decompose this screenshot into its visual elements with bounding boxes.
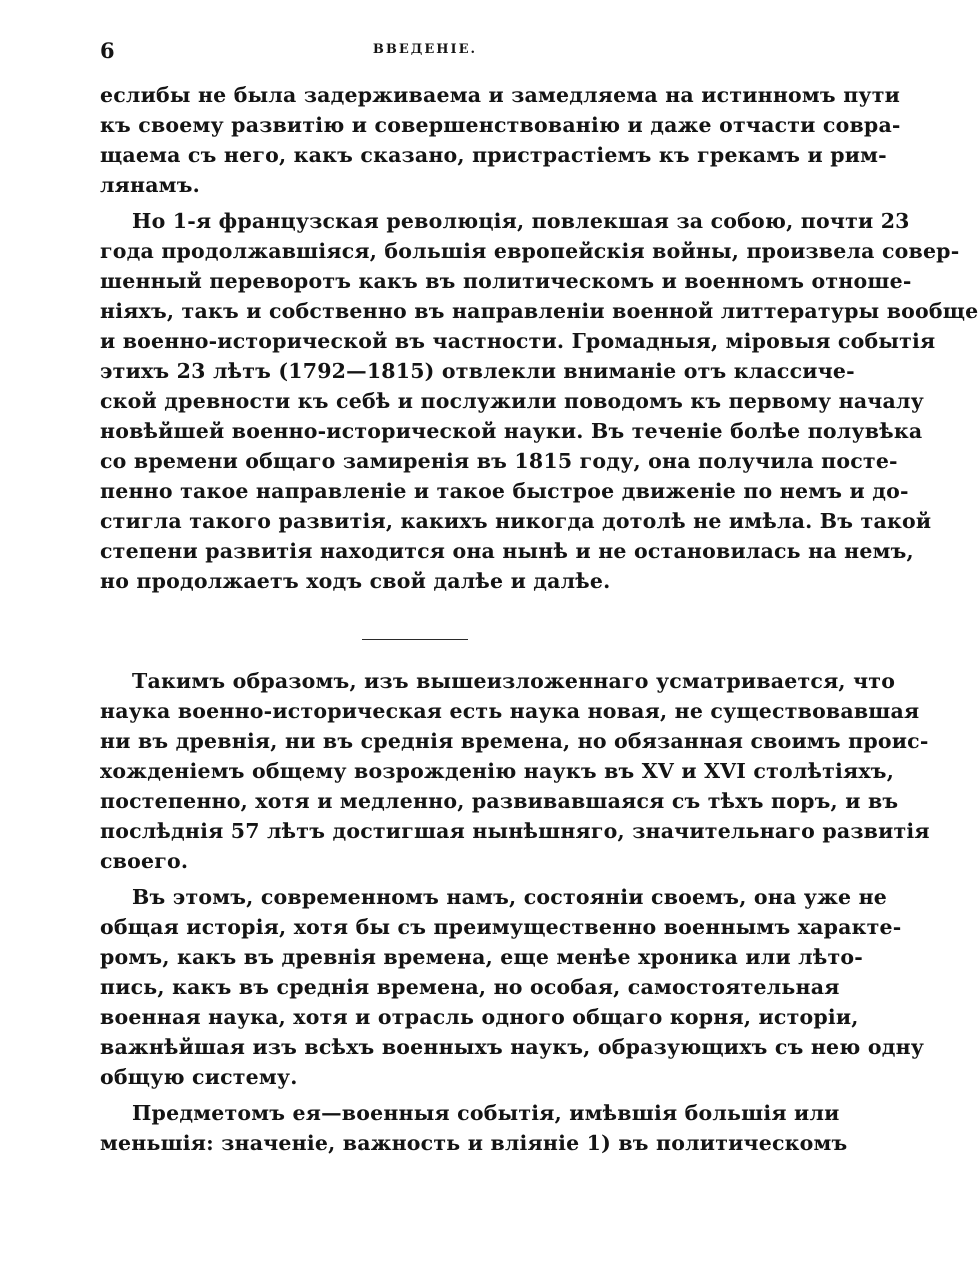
text-line: Въ этомъ, современномъ намъ, состояніи своемъ, она уже не bbox=[132, 885, 888, 909]
text-line: ской древности къ себѣ и послужили поводомъ къ первому началу bbox=[100, 389, 924, 413]
paragraph bbox=[100, 206, 978, 596]
text-line: но продолжаетъ ходъ свой далѣе и далѣе. bbox=[100, 569, 611, 593]
page-header bbox=[100, 38, 750, 62]
text-line: и военно-исторической въ частности. Громадныя, міровыя событія bbox=[100, 329, 936, 353]
text-line: ни въ древнія, ни въ среднія времена, но обязанная своимъ проис- bbox=[100, 729, 929, 753]
text-line: стигла такого развитія, какихъ никогда дотолѣ не имѣла. Въ такой bbox=[100, 509, 932, 533]
paragraph bbox=[100, 666, 930, 876]
text-block-before-divider bbox=[100, 80, 978, 602]
text-line: послѣднія 57 лѣтъ достигшая нынѣшняго, значительнаго развитія bbox=[100, 819, 930, 843]
paragraph bbox=[100, 882, 925, 1092]
text-line: щаема съ него, какъ сказано, пристрастіемъ къ грекамъ и рим- bbox=[100, 143, 887, 167]
text-line: еслибы не была задерживаема и замедляема на истинномъ пути bbox=[100, 83, 901, 107]
text-block-after-divider bbox=[100, 666, 930, 1164]
text-line: этихъ 23 лѣтъ (1792—1815) отвлекли вниманіе отъ классиче- bbox=[100, 359, 855, 383]
text-line: ромъ, какъ въ древнія времена, еще менѣе хроника или лѣто- bbox=[100, 945, 863, 969]
paragraph bbox=[100, 1098, 848, 1158]
paragraph bbox=[100, 80, 901, 200]
page-number: 6 bbox=[100, 38, 116, 63]
text-line: Такимъ образомъ, изъ вышеизложеннаго усматривается, что bbox=[132, 669, 896, 693]
text-line: пенно такое направленіе и такое быстрое движеніе по немъ и до- bbox=[100, 479, 909, 503]
text-line: своего. bbox=[100, 849, 189, 873]
text-line: меньшія: значеніе, важность и вліяніе 1) въ политическомъ bbox=[100, 1131, 848, 1155]
text-line: наука военно-историческая есть наука новая, не существовавшая bbox=[100, 699, 920, 723]
text-line: со времени общаго замиренія въ 1815 году, она получила посте- bbox=[100, 449, 898, 473]
text-line: шенный переворотъ какъ въ политическомъ и военномъ отноше- bbox=[100, 269, 912, 293]
text-line: къ своему развитію и совершенствованію и даже отчасти совра- bbox=[100, 113, 901, 137]
text-line: года продолжавшіяся, большія европейскія войны, произвела совер- bbox=[100, 239, 960, 263]
text-line: пись, какъ въ среднія времена, но особая, самостоятельная bbox=[100, 975, 840, 999]
text-line: военная наука, хотя и отрасль одного общаго корня, исторіи, bbox=[100, 1005, 859, 1029]
text-line: общую систему. bbox=[100, 1065, 298, 1089]
text-line: ніяхъ, такъ и собственно въ направленіи военной литтературы вообще bbox=[100, 299, 978, 323]
text-line: лянамъ. bbox=[100, 173, 200, 197]
text-line: новѣйшей военно-исторической науки. Въ теченіе болѣе полувѣка bbox=[100, 419, 923, 443]
running-head: ВВЕДЕНІЕ. bbox=[372, 42, 478, 57]
text-line: важнѣйшая изъ всѣхъ военныхъ наукъ, образующихъ съ нею одну bbox=[100, 1035, 925, 1059]
text-line: Но 1-я французская революція, повлекшая за собою, почти 23 bbox=[132, 209, 910, 233]
section-divider bbox=[362, 639, 468, 640]
text-line: Предметомъ ея—военныя событія, имѣвшія большія или bbox=[132, 1101, 840, 1125]
text-line: общая исторія, хотя бы съ преимущественно военнымъ характе- bbox=[100, 915, 902, 939]
text-line: постепенно, хотя и медленно, развивавшаяся съ тѣхъ поръ, и въ bbox=[100, 789, 899, 813]
text-line: хожденіемъ общему возрожденію наукъ въ XV и XVI столѣтіяхъ, bbox=[100, 759, 895, 783]
text-line: степени развитія находится она нынѣ и не остановилась на немъ, bbox=[100, 539, 914, 563]
